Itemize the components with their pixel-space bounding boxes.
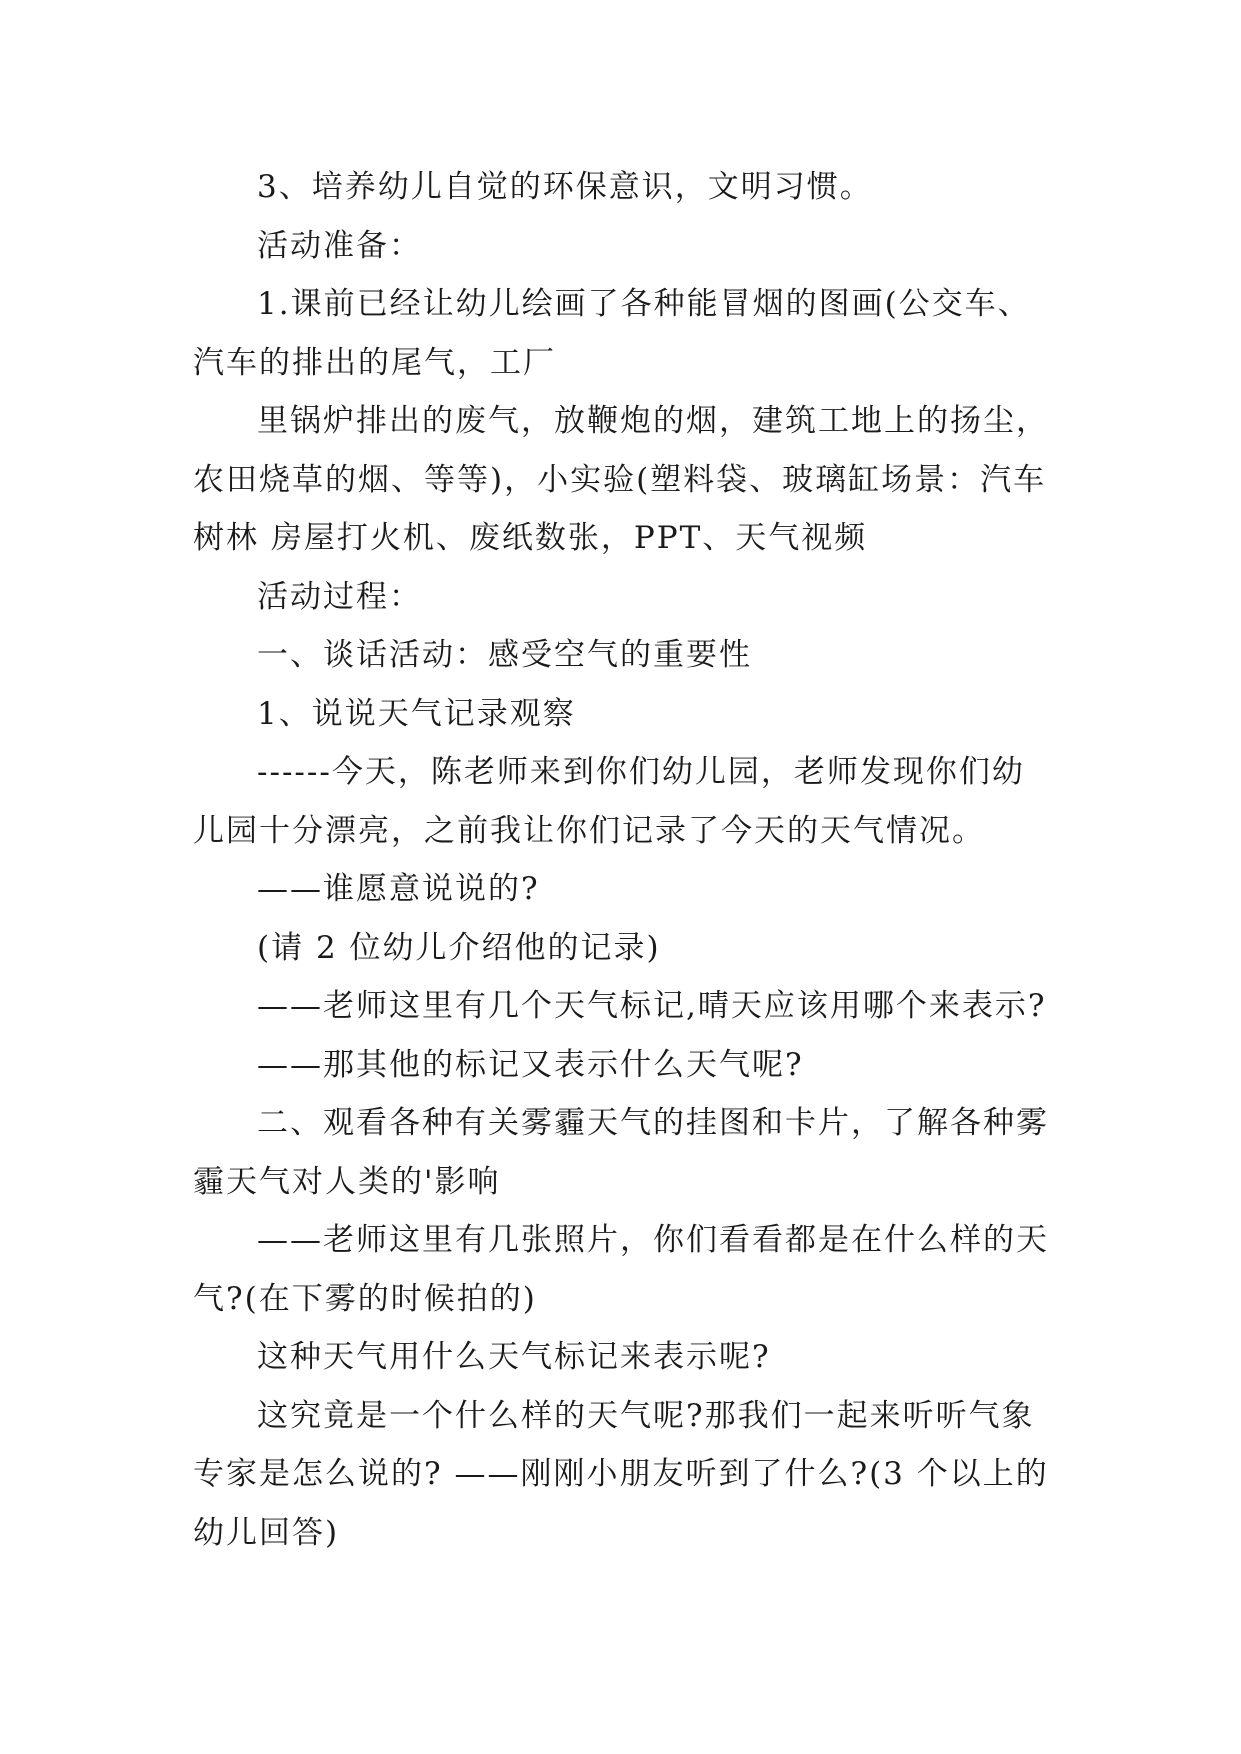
text-line: 一、谈话活动：感受空气的重要性 bbox=[257, 637, 752, 673]
text-line: 汽车的排出的尾气，工厂 bbox=[193, 344, 556, 381]
text-line: ——谁愿意说说的? bbox=[257, 871, 540, 907]
text-line: ------今天，陈老师来到你们幼儿园，老师发现你们幼 bbox=[257, 754, 1025, 790]
text-line: 专家是怎么说的? ——刚刚小朋友听到了什么?(3 个以上的 bbox=[193, 1456, 1049, 1492]
text-line: ——老师这里有几张照片，你们看看都是在什么样的天 bbox=[257, 1222, 1049, 1258]
text-line: 3、培养幼儿自觉的环保意识，文明习惯。 bbox=[257, 169, 873, 205]
document-body bbox=[193, 158, 1053, 1562]
text-line: ——那其他的标记又表示什么天气呢? bbox=[257, 1046, 804, 1083]
text-line: 1.课前已经让幼儿绘画了各种能冒烟的图画(公交车、 bbox=[257, 286, 1031, 322]
text-line: 这究竟是一个什么样的天气呢?那我们一起来听听气象 bbox=[257, 1397, 1035, 1434]
text-line: 气?(在下雾的时候拍的) bbox=[193, 1280, 537, 1317]
text-line: (请 2 位幼儿介绍他的记录) bbox=[257, 929, 661, 966]
text-line: 里锅炉排出的废气，放鞭炮的烟，建筑工地上的扬尘， bbox=[257, 403, 1049, 439]
text-line: 二、观看各种有关雾霾天气的挂图和卡片，了解各种雾 bbox=[257, 1105, 1049, 1141]
text-line: 幼儿回答) bbox=[193, 1514, 340, 1551]
text-line: 活动过程： bbox=[257, 578, 422, 615]
text-line: ——老师这里有几个天气标记,晴天应该用哪个来表示? bbox=[257, 988, 1047, 1024]
text-line: 活动准备： bbox=[257, 227, 422, 264]
text-line: 儿园十分漂亮，之前我让你们记录了今天的天气情况。 bbox=[193, 812, 985, 849]
text-line: 这种天气用什么天气标记来表示呢? bbox=[257, 1339, 771, 1375]
text-line: 1、说说天气记录观察 bbox=[257, 695, 576, 732]
text-line: 霾天气对人类的'影响 bbox=[193, 1163, 501, 1200]
text-line: 农田烧草的烟、等等)，小实验(塑料袋、玻璃缸场景：汽车 bbox=[193, 461, 1047, 498]
text-line: 树林 房屋打火机、废纸数张，PPT、天气视频 bbox=[193, 520, 868, 556]
